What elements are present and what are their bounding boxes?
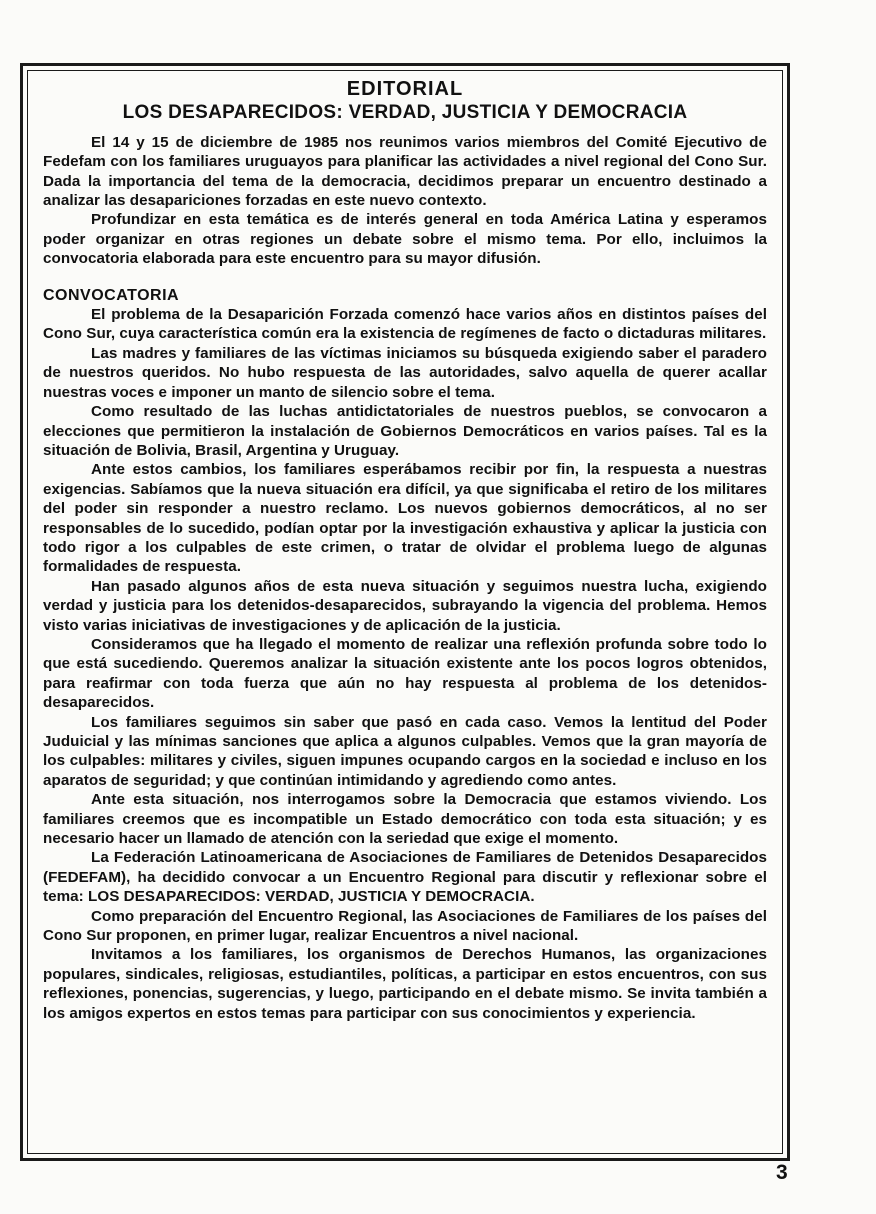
- convocatoria-paragraph: Como preparación del Encuentro Regional, las Asociaciones de Familiares de los países del Cono Sur proponen, en primer lugar, realizar Encuentros a nivel nacional.: [43, 907, 767, 945]
- convocatoria-paragraph: Ante estos cambios, los familiares esperábamos recibir por fin, la respuesta a nuestras exigencias. Sabíamos que la nueva situación era difícil, ya que significaba el retiro de los militares del poder sin responder a nuestro reclamo. Los nuevos gobiernos democráticos, al no ser responsables de lo sucedido, podían optar por la investigación exhaustiva y aplicar la justicia con todo rigor a los culpables de este crimen, o tratar de olvidar el problema luego de algunas formalidades de respuesta.: [43, 461, 767, 576]
- page-number: 3: [776, 1161, 788, 1184]
- convocatoria-paragraph: Las madres y familiares de las víctimas iniciamos su búsqueda exigiendo saber el paradero de nuestros queridos. No hubo respuesta de las autoridades, salvo aquella de querer acallar nuestras voces e imponer un manto de silencio sobre el tema.: [43, 344, 767, 401]
- convocatoria-paragraph: Consideramos que ha llegado el momento de realizar una reflexión profunda sobre todo lo que está sucediendo. Queremos analizar la situación existente ante los pocos logros obtenidos, para reafirmar con toda fuerza que aún no hay respuesta al problema de los detenidos-desaparecidos.: [43, 635, 767, 712]
- editorial-heading: EDITORIAL: [346, 78, 464, 100]
- intro-paragraph: El 14 y 15 de diciembre de 1985 nos reunimos varios miembros del Comité Ejecutivo de Fedefam con los familiares uruguayos para planificar las actividades a nivel regional del Cono Sur. Dada la importancia del tema de la democracia, decidimos preparar un encuentro destinado a analizar las desapariciones forzadas en este nuevo contexto.: [43, 133, 767, 210]
- convocatoria-paragraph: Han pasado algunos años de esta nueva situación y seguimos nuestra lucha, exigiendo verdad y justicia para los detenidos-desaparecidos, subrayando la vigencia del problema. Hemos visto varias iniciativas de investigaciones y de aplicación de la justicia.: [43, 577, 767, 634]
- convocatoria-paragraph: Invitamos a los familiares, los organismos de Derechos Humanos, las organizaciones populares, sindicales, religiosas, estudiantiles, políticas, a participar en estos encuentros, con sus reflexiones, ponencias, sugerencias, y luego, participando en el debate mismo. Se invita también a los amigos expertos en estos temas para participar con sus conocimientos y experiencia.: [43, 946, 767, 1022]
- editorial-article: [43, 80, 767, 1023]
- article-title: LOS DESAPARECIDOS: VERDAD, JUSTICIA Y DEMOCRACIA: [122, 102, 688, 124]
- convocatoria-paragraph: Ante esta situación, nos interrogamos sobre la Democracia que estamos viviendo. Los familiares creemos que es incompatible un Estado democrático con toda esta situación; y es necesario hacer un llamado de atención con la seriedad que exige el momento.: [43, 791, 767, 848]
- intro-paragraph: Profundizar en esta temática es de interés general en toda América Latina y esperamos poder organizar en otras regiones un debate sobre el mismo tema. Por ello, incluimos la convocatoria elaborada para este encuentro para su mayor difusión.: [43, 211, 767, 268]
- convocatoria-paragraph: La Federación Latinoamericana de Asociaciones de Familiares de Detenidos Desaparecidos (FEDEFAM), ha decidido convocar a un Encuentro Regional para discutir y reflexionar sobre el tema: LOS DESAPARECIDOS: VERDAD, JUSTICIA Y DEMOCRACIA.: [43, 849, 767, 906]
- convocatoria-heading: CONVOCATORIA: [43, 286, 180, 304]
- convocatoria-paragraph: Como resultado de las luchas antidictatoriales de nuestros pueblos, se convocaron a elecciones que permitieron la instalación de Gobiernos Democráticos en varios países. Tal es la situación de Bolivia, Brasil, Argentina y Uruguay.: [43, 403, 767, 459]
- convocatoria-paragraph: Los familiares seguimos sin saber que pasó en cada caso. Vemos la lentitud del Poder Juduicial y las mínimas sanciones que aplica a algunos culpables. Vemos que la gran mayoría de los culpables: militares y civiles, siguen impunes ocupando cargos en la sociedad e incluso en los aparatos de seguridad; y que continúan intimidando y agrediendo como antes.: [43, 713, 767, 789]
- convocatoria-paragraph: El problema de la Desaparición Forzada comenzó hace varios años en distintos países del Cono Sur, cuya característica común era la existencia de regímenes de facto o dictaduras militares.: [43, 306, 767, 343]
